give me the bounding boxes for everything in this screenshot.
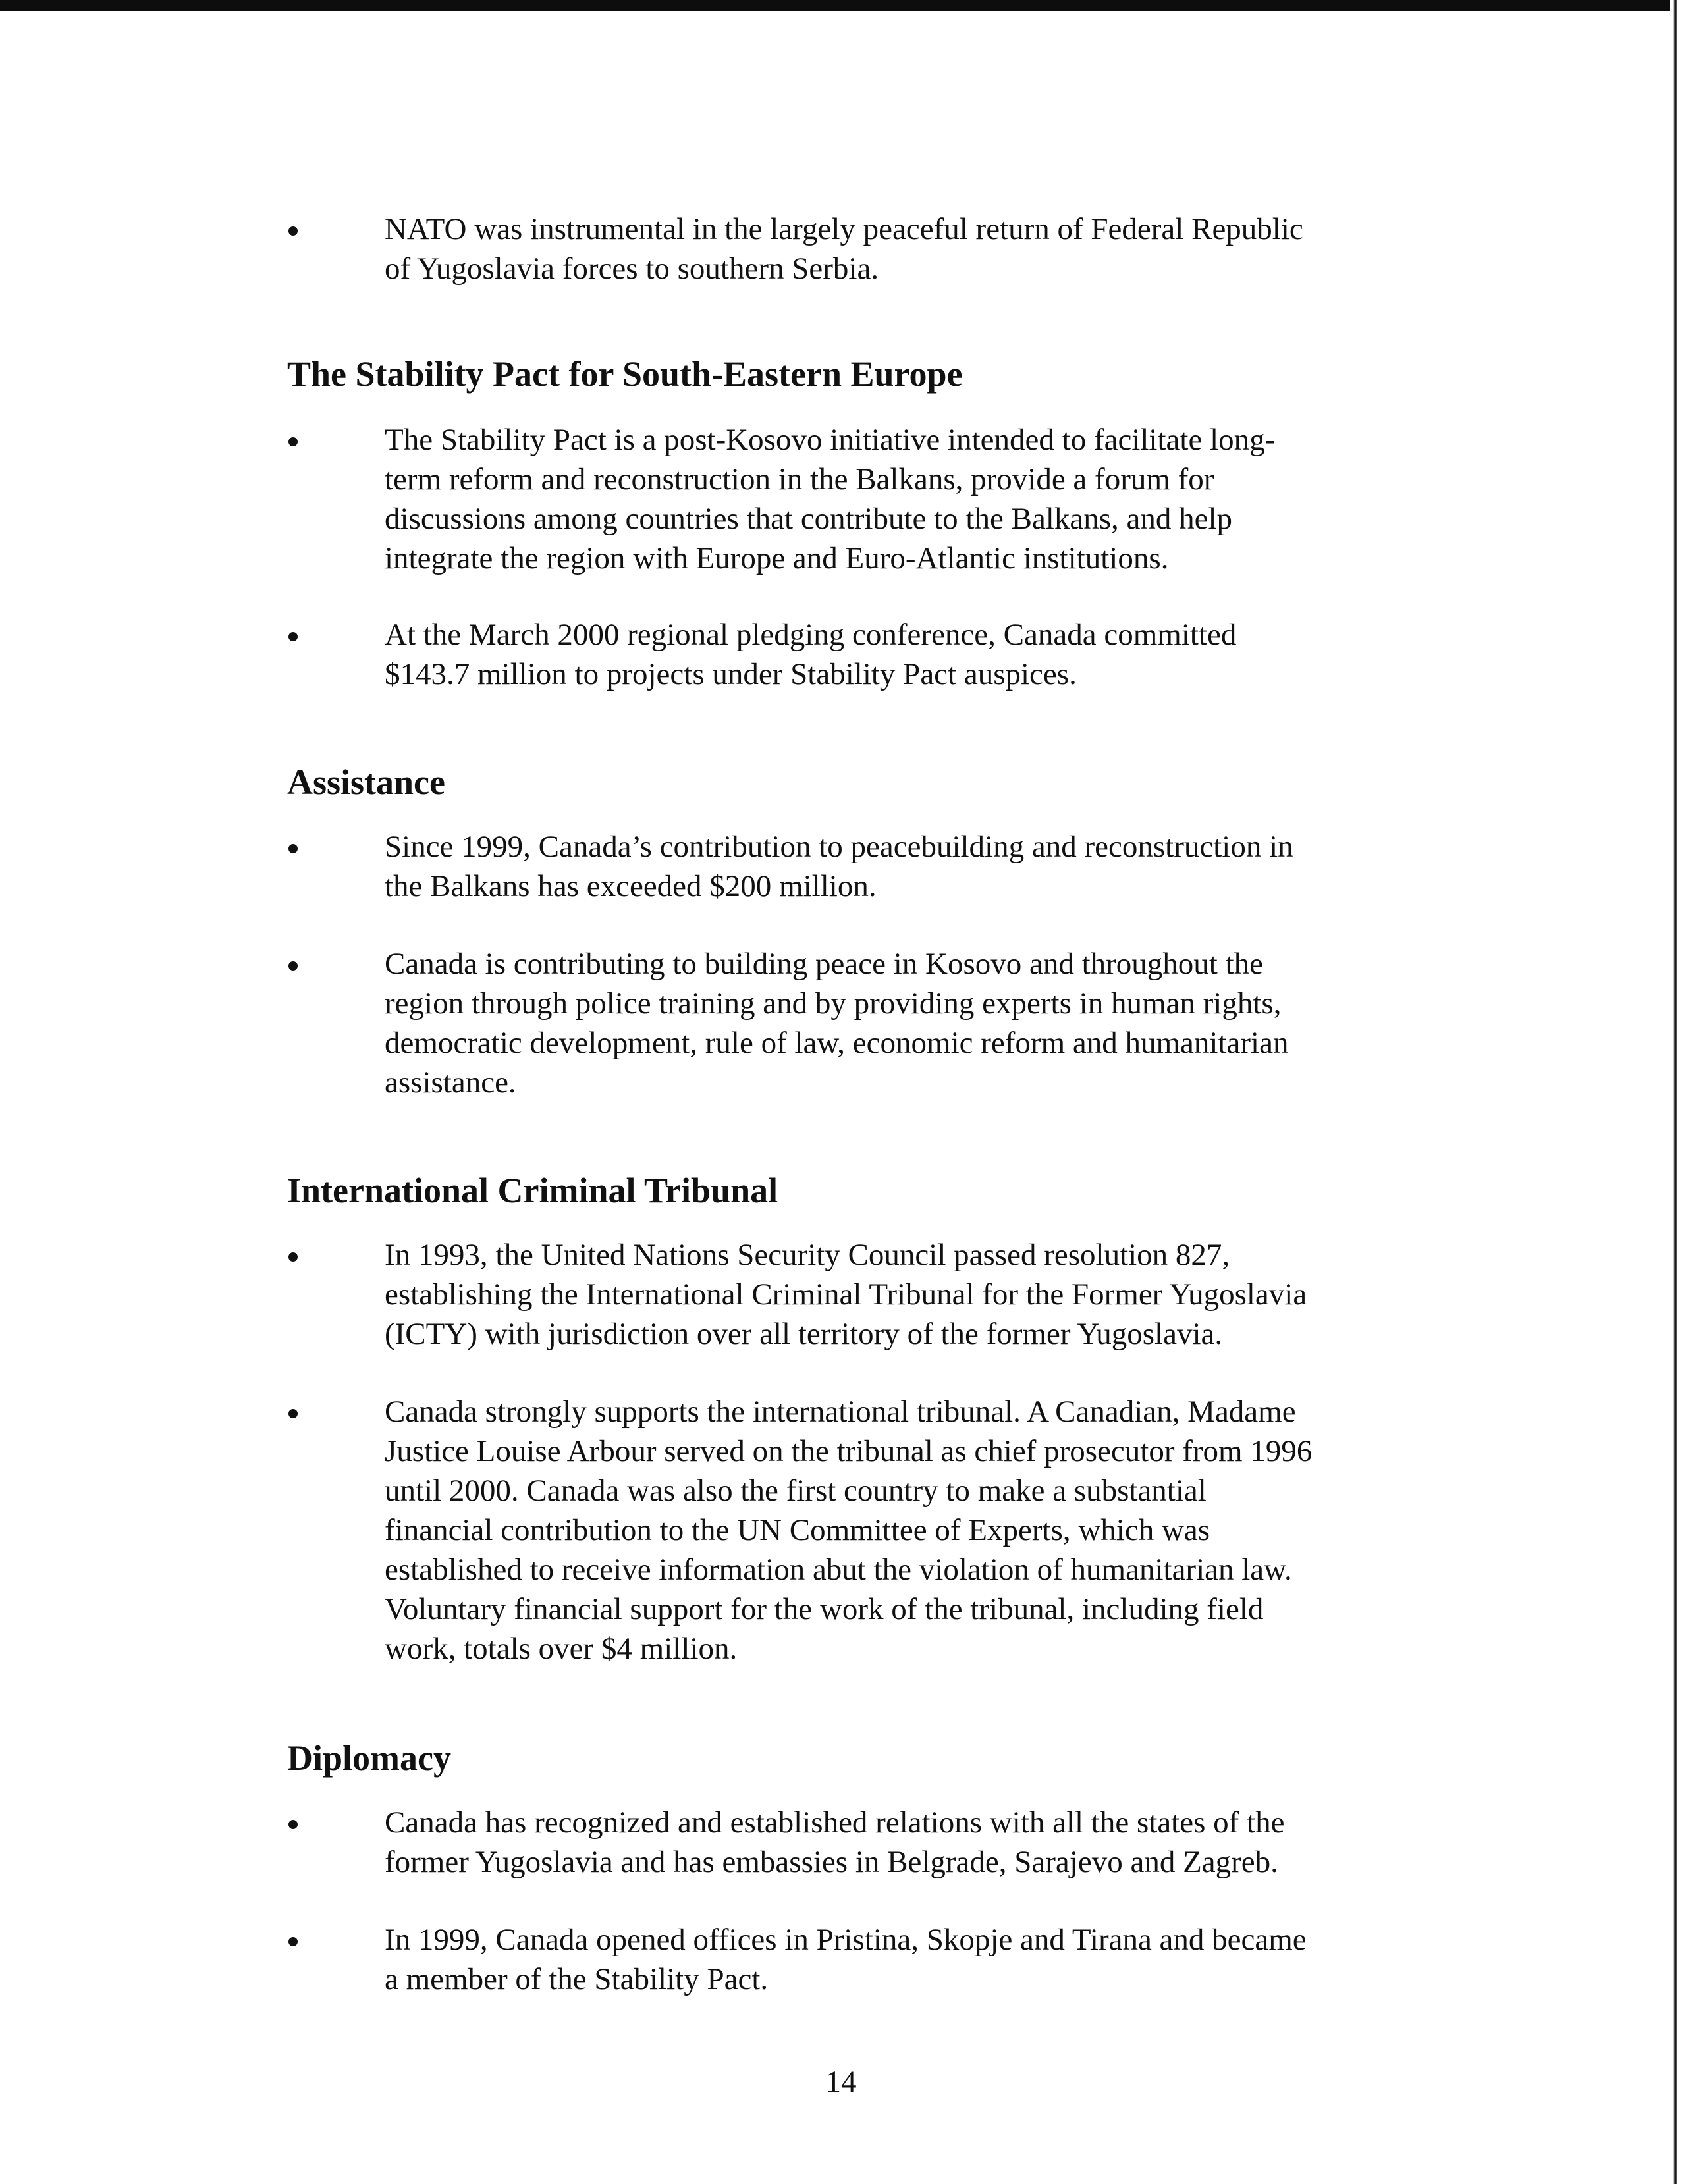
section-heading-stability-pact: The Stability Pact for South-Eastern Europe <box>287 354 963 394</box>
bullet-marker <box>288 437 298 446</box>
section-heading-diplomacy: Diplomacy <box>287 1738 451 1778</box>
bullet-text: At the March 2000 regional pledging conference, Canada committed $143.7 million to projects under Stability Pact auspices. <box>385 618 1237 691</box>
bullet-marker <box>288 1820 298 1829</box>
bullet-text: NATO was instrumental in the largely peaceful return of Federal Republic of Yugoslavia forces to southern Serbia. <box>385 212 1303 286</box>
bullet-marker <box>288 226 298 236</box>
bullet-text: The Stability Pact is a post-Kosovo initiative intended to facilitate long- term reform and reconstruction in the Balkans, provide a forum for discussions among countries that contribute to the Balkans, and help integrate the region with Europe and Euro-Atlantic institutions. <box>385 423 1276 575</box>
bullet-marker <box>288 1937 298 1946</box>
bullet-text: Canada is contributing to building peace in Kosovo and throughout the region through police training and by providing experts in human rights, democratic development, rule of law, economic reform and humanitarian assistance. <box>385 947 1289 1100</box>
section-heading-assistance: Assistance <box>287 762 445 802</box>
bullet-text: Canada strongly supports the international tribunal. A Canadian, Madame Justice Louise Arbour served on the tribunal as chief prosecutor from 1996 until 2000. Canada was also the first country to make a substantial financial contribution to the UN Committee of Experts, which was established to receive information abut the violation of humanitarian law. Voluntary financial support for the work of the tribunal, including field work, totals over $4 million. <box>385 1395 1313 1666</box>
bullet-marker <box>288 1409 298 1418</box>
page-number: 14 <box>825 2065 857 2099</box>
bullet-text: Since 1999, Canada’s contribution to peacebuilding and reconstruction in the Balkans has exceeded $200 million. <box>385 830 1293 903</box>
section-heading-tribunal: International Criminal Tribunal <box>287 1171 778 1210</box>
bullet-text: Canada has recognized and established relations with all the states of the former Yugoslavia and has embassies in Belgrade, Sarajevo and Zagreb. <box>385 1805 1285 1879</box>
bullet-marker <box>288 961 298 971</box>
bullet-marker <box>288 632 298 641</box>
bullet-text: In 1999, Canada opened offices in Pristina, Skopje and Tirana and became a member of the Stability Pact. <box>385 1923 1307 1996</box>
bullet-marker <box>288 844 298 853</box>
bullet-text: In 1993, the United Nations Security Council passed resolution 827, establishing the International Criminal Tribunal for the Former Yugoslavia (ICTY) with jurisdiction over all territory of the former Yugoslavia. <box>385 1238 1307 1351</box>
bullet-marker <box>288 1252 298 1262</box>
